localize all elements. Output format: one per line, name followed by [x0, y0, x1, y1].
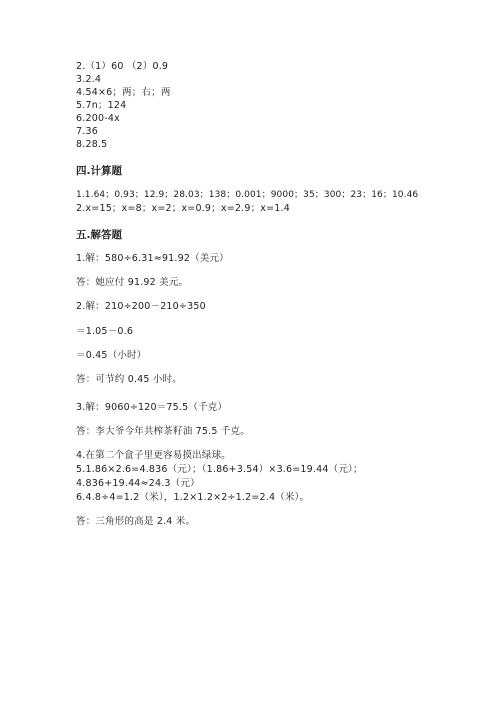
answer-line: ＝1.05－0.6 [76, 326, 134, 337]
answer-line: 6.200-4x [76, 113, 120, 124]
section-heading-word-problems: 五.解答题 [76, 229, 122, 241]
answer-line: 2.解：210÷200－210÷350 [76, 301, 206, 312]
answer-line: 1.1.64；0.93；12.9；28.03；138；0.001；9000；35；300；23；16；10.46 [76, 190, 419, 200]
answer-line: 7.36 [76, 126, 98, 137]
answer-line: 答：她应付 91.92 美元。 [76, 277, 189, 288]
answer-line: 6.4.8÷4=1.2（米），1.2×1.2×2÷1.2=2.4（米）。 [76, 492, 310, 503]
answer-line: 1.解：580÷6.31≈91.92（美元） [76, 253, 229, 264]
answer-line: ＝0.45（小时） [76, 350, 147, 361]
answer-line: 4.54×6；两；右；两 [76, 87, 171, 98]
answer-line: 4.在第二个盒子里更容易摸出绿球。 [76, 450, 231, 461]
answer-line: 2.（1）60 （2）0.9 [76, 61, 169, 72]
answer-line: 答：可节约 0.45 小时。 [76, 374, 182, 385]
answer-line: 5.1.86×2.6=4.836（元）；（1.86+3.54）×3.6=19.44（元）； [76, 464, 363, 475]
answer-line: 8.28.5 [76, 139, 108, 150]
section-heading-calculation: 四.计算题 [76, 165, 122, 177]
answer-line: 答：李大爷今年共榨茶籽油 75.5 千克。 [76, 426, 250, 437]
answer-line: 3.解：9060÷120＝75.5（千克） [76, 402, 228, 413]
answer-line: 5.7n；124 [76, 100, 127, 111]
answer-line: 4.836+19.44≈24.3（元） [76, 478, 200, 489]
answer-line: 2.x=15；x=8；x=2；x=0.9；x=2.9；x=1.4 [76, 203, 290, 214]
answer-line: 3.2.4 [76, 74, 102, 85]
answer-line: 答：三角形的高是 2.4 米。 [76, 516, 196, 527]
